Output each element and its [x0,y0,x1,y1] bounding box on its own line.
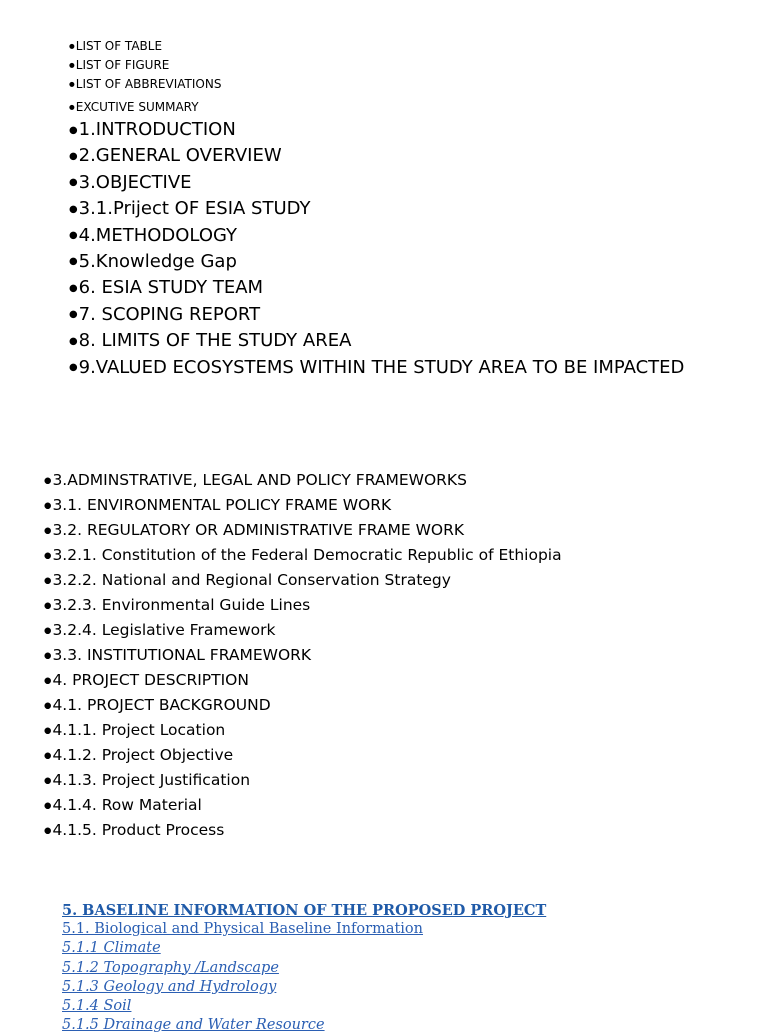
bullet-icon: ● [69,42,75,51]
toc-section-c [62,901,546,1035]
toc-item: ●3.2.3. Environmental Guide Lines [44,596,311,614]
toc-link[interactable]: 5.1.1 Climate [62,940,161,957]
bullet-icon: ● [69,150,78,162]
bullet-icon: ● [69,177,78,189]
bullet-icon: ● [69,362,78,374]
bullet-icon: ● [44,800,52,811]
bullet-icon: ● [44,625,52,636]
bullet-icon: ● [69,124,78,136]
bullet-icon: ● [44,525,52,536]
bullet-icon: ● [44,675,52,686]
toc-item: ●4.1. PROJECT BACKGROUND [44,696,271,714]
bullet-icon: ● [69,282,78,294]
toc-item: ●4.1.4. Row Material [44,796,202,814]
toc-item: ●6. ESIA STUDY TEAM [69,277,264,299]
toc-item: ●EXCUTIVE SUMMARY [69,100,199,114]
bullet-icon: ● [44,500,52,511]
bullet-icon: ● [69,335,78,347]
toc-item: ●3.2.4. Legislative Framework [44,621,276,639]
toc-section-b [44,468,562,843]
toc-link-heading[interactable]: 5. BASELINE INFORMATION OF THE PROPOSED PROJECT [62,902,547,919]
toc-item: ●3.2. REGULATORY OR ADMINISTRATIVE FRAME WORK [44,521,465,539]
toc-item: ●4.1.1. Project Location [44,721,226,739]
toc-item: ●LIST OF TABLE [69,39,163,53]
toc-item: ●8. LIMITS OF THE STUDY AREA [69,330,352,352]
toc-item: ●4.METHODOLOGY [69,224,238,246]
toc-section-a [69,37,684,381]
toc-item: ●3.1.Priject OF ESIA STUDY [69,198,311,220]
toc-item: ●7. SCOPING REPORT [69,303,261,325]
bullet-icon: ● [44,825,52,836]
toc-item: ●LIST OF FIGURE [69,58,170,72]
toc-link[interactable]: 5.1.2 Topography /Landscape [62,959,279,976]
toc-link-subheading[interactable]: 5.1. Biological and Physical Baseline Information [62,921,423,938]
bullet-icon: ● [69,61,75,70]
bullet-icon: ● [69,103,75,112]
toc-item: ●5.Knowledge Gap [69,250,237,272]
bullet-icon: ● [69,256,78,268]
bullet-icon: ● [69,230,78,242]
toc-item: ●3.2.1. Constitution of the Federal Democratic Republic of Ethiopia [44,546,562,564]
toc-item: ●4.1.3. Project Justification [44,771,251,789]
toc-item: ●4.1.5. Product Process [44,821,225,839]
toc-item: ●3.OBJECTIVE [69,171,192,193]
toc-item: ●9.VALUED ECOSYSTEMS WITHIN THE STUDY AREA TO BE IMPACTED [69,356,685,378]
bullet-icon: ● [44,775,52,786]
toc-item: ●4. PROJECT DESCRIPTION [44,671,249,689]
toc-link[interactable]: 5.1.3 Geology and Hydrology [62,978,277,995]
toc-link[interactable]: 5.1.4 Soil [62,997,132,1014]
bullet-icon: ● [44,575,52,586]
toc-item: ●3.ADMINSTRATIVE, LEGAL AND POLICY FRAMEWORKS [44,471,467,489]
toc-item: ●3.1. ENVIRONMENTAL POLICY FRAME WORK [44,496,392,514]
bullet-icon: ● [69,309,78,321]
bullet-icon: ● [44,600,52,611]
bullet-icon: ● [44,550,52,561]
toc-item: ●4.1.2. Project Objective [44,746,234,764]
toc-item: ●3.2.2. National and Regional Conservation Strategy [44,571,451,589]
toc-item: ●3.3. INSTITUTIONAL FRAMEWORK [44,646,312,664]
bullet-icon: ● [69,203,78,215]
bullet-icon: ● [44,475,52,486]
toc-item: ●2.GENERAL OVERVIEW [69,145,282,167]
bullet-icon: ● [44,650,52,661]
bullet-icon: ● [69,80,75,89]
toc-item: ●LIST OF ABBREVIATIONS [69,77,222,91]
toc-link[interactable]: 5.1.5 Drainage and Water Resource [62,1017,325,1034]
bullet-icon: ● [44,700,52,711]
bullet-icon: ● [44,750,52,761]
bullet-icon: ● [44,725,52,736]
toc-item: ●1.INTRODUCTION [69,119,236,140]
